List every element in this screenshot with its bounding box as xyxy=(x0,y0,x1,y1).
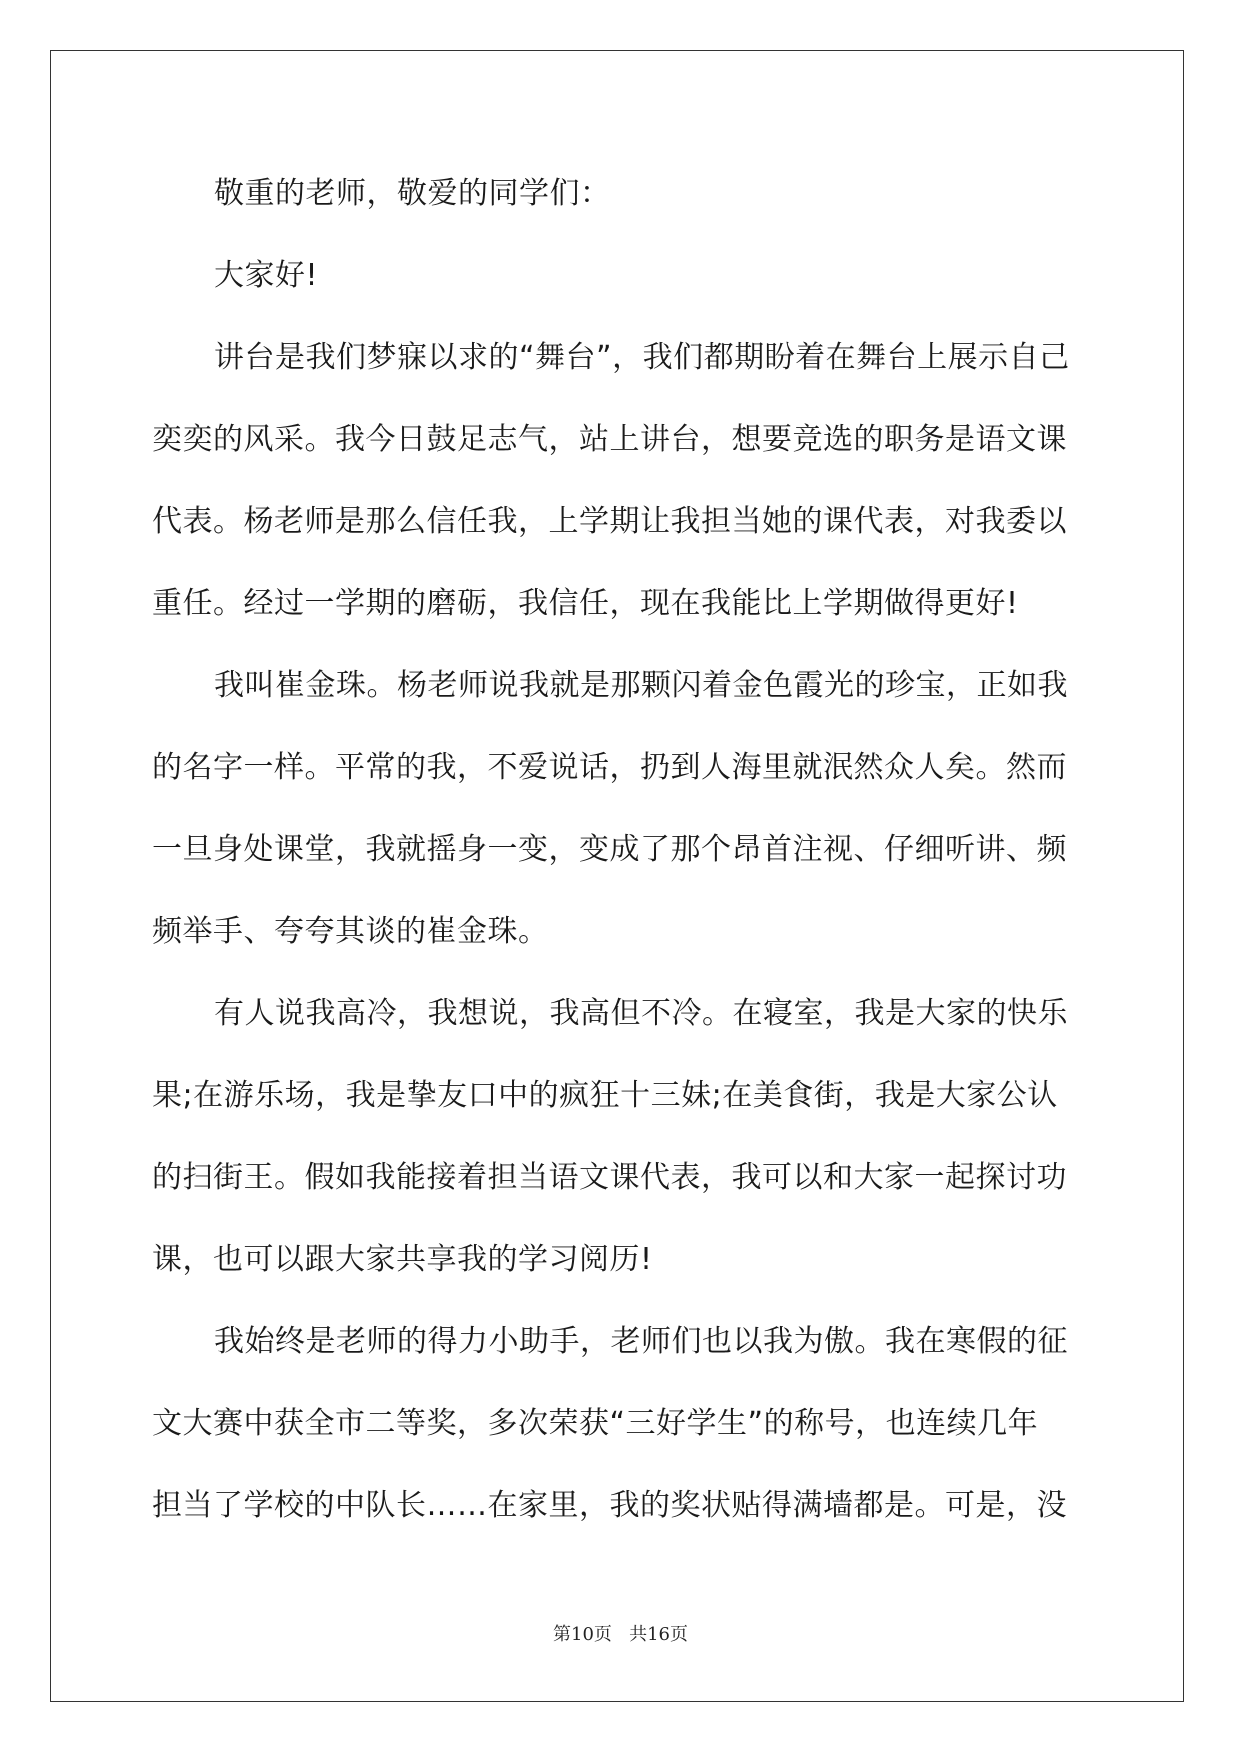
page-number: 第10页 共16页 xyxy=(553,1624,688,1645)
text-line: 有人说我高冷，我想说，我高但不冷。在寝室，我是大家的快乐 xyxy=(214,996,1068,1031)
text-line: 我始终是老师的得力小助手，老师们也以我为傲。我在寒假的征 xyxy=(214,1324,1068,1359)
text-line: 频举手、夸夸其谈的崔金珠。 xyxy=(152,914,549,949)
text-line: 敬重的老师，敬爱的同学们： xyxy=(214,176,611,211)
document-body xyxy=(152,170,1092,1564)
text-line: 重任。经过一学期的磨砺，我信任，现在我能比上学期做得更好! xyxy=(152,586,1019,621)
text-line: 担当了学校的中队长……在家里，我的奖状贴得满墙都是。可是，没 xyxy=(152,1488,1067,1523)
page-footer xyxy=(0,1620,1241,1646)
text-line: 奕奕的风采。我今日鼓足志气，站上讲台，想要竞选的职务是语文课 xyxy=(152,422,1067,457)
text-line: 大家好! xyxy=(214,258,319,293)
text-line: 课，也可以跟大家共享我的学习阅历! xyxy=(152,1242,653,1277)
text-line: 的扫街王。假如我能接着担当语文课代表，我可以和大家一起探讨功 xyxy=(152,1160,1067,1195)
text-line: 一旦身处课堂，我就摇身一变，变成了那个昂首注视、仔细听讲、频 xyxy=(152,832,1067,867)
text-line: 的名字一样。平常的我，不爱说话，扔到人海里就泯然众人矣。然而 xyxy=(152,750,1067,785)
text-line: 讲台是我们梦寐以求的“舞台”，我们都期盼着在舞台上展示自己 xyxy=(214,340,1070,375)
text-line: 文大赛中获全市二等奖，多次荣获“三好学生”的称号，也连续几年 xyxy=(152,1406,1039,1441)
text-line: 我叫崔金珠。杨老师说我就是那颗闪着金色霞光的珍宝，正如我 xyxy=(214,668,1068,703)
text-line: 代表。杨老师是那么信任我，上学期让我担当她的课代表，对我委以 xyxy=(152,504,1067,539)
text-line: 果;在游乐场，我是挚友口中的疯狂十三妹;在美食街，我是大家公认 xyxy=(152,1078,1058,1113)
